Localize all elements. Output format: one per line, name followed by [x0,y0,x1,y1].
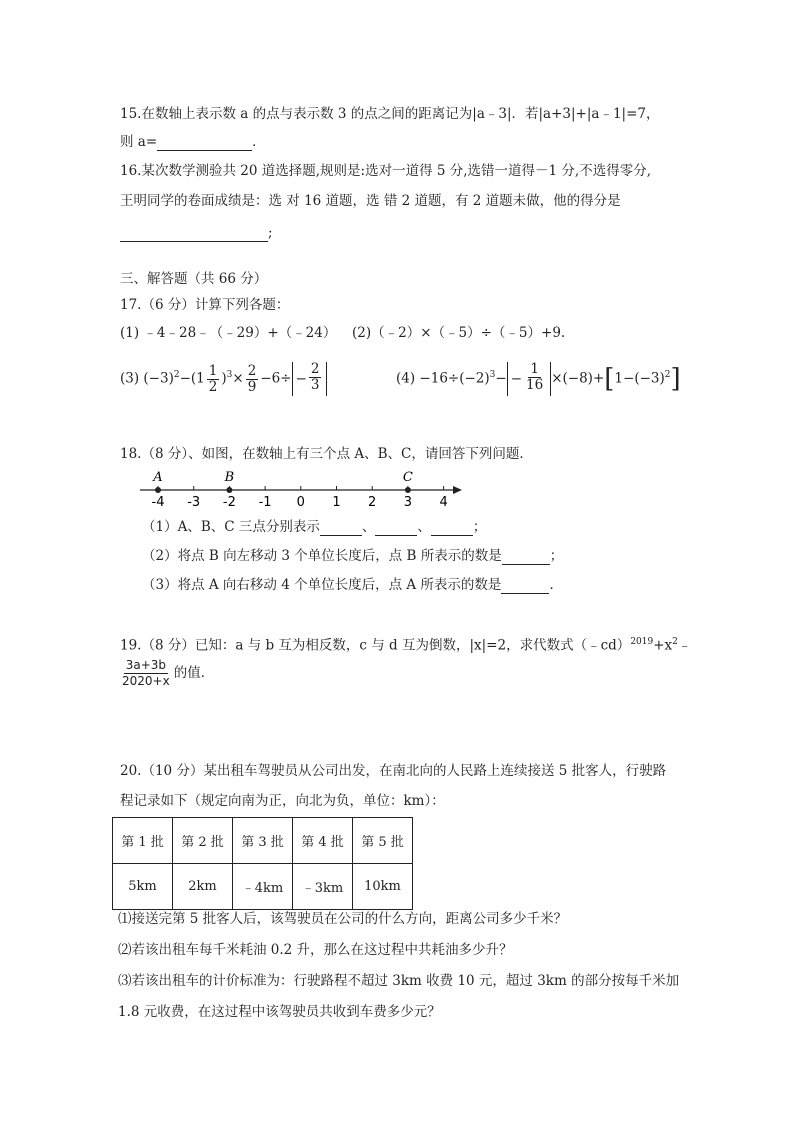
table-header-cell: 第 2 批 [173,818,233,864]
axis-tick-label: 0 [296,495,305,510]
table-header-cell: 第 1 批 [113,818,173,864]
q17-part4: $(4) -16\div(-2)^3-$ − $\frac{1}{16}$ $\times(-8)+[1-(-3)^2]$ [396,361,681,394]
q18-blank-c[interactable] [431,521,473,536]
axis-tick-label: -4 [151,495,165,510]
q15-suffix: ． [252,134,266,150]
axis-tick-label: 2 [368,495,377,510]
table-header-row [113,818,413,864]
q15-line2 [120,133,266,151]
axis-point-a [155,487,161,493]
table-cell: ﹣4km [233,864,293,910]
q20-sub1: ⑴接送完第 5 批客人后，该驾驶员在公司的什么方向，距离公司多少千米？ [118,911,568,927]
axis-tick-label: -1 [258,495,272,510]
q17-p3-prefix: (3) (−3) [120,370,174,387]
table-cell: 5km [113,864,173,910]
q17-part2: (2)（﹣2）×（﹣5）÷（﹣5）+9. [352,325,566,341]
q15-line1: 15.在数轴上表示数 a 的点与表示数 3 的点之间的距离记为|a﹣3|．若|a+3|+|a﹣1|=7， [120,106,660,122]
axis-tick-label: 3 [403,495,413,510]
q20-record-table [112,817,413,910]
q18-sub1: （1）A、B、C 三点分别表示 、 、 ； [142,519,487,535]
number-line [130,462,470,512]
q18-blank-3[interactable] [501,579,549,594]
q19-fraction: $\frac{3a+3b}{2020+x}$ [122,658,170,688]
q16-line3 [120,224,273,242]
q18-title: 18.（8 分）、如图，在数轴上有三个点 A、B、C，请回答下列问题． [120,446,533,462]
table-cell: 2km [173,864,233,910]
number-line-arrow [453,486,462,494]
q17-p3-abs: − $\frac{2}{3}$ [292,362,328,396]
section3-title: 三、解答题（共 66 分） [120,271,268,287]
q16-suffix: ; [268,225,273,241]
q17-part1: (1) ﹣4﹣28﹣（﹣29）+（﹣24） [120,325,337,341]
axis-tick-label: 1 [332,495,341,510]
axis-tick-label: -2 [222,495,236,510]
q20-sub3-line1: ⑶若该出租车的计价标准为：行驶路程不超过 3km 收费 10 元，超过 3km 的部分按每千米加 [118,973,680,989]
axis-point-label: B [224,470,235,485]
q17-part3: (3) $(-3)^2-(1$ $\frac{1}{2}$ )$^3$× $\frac{2}{9}$ −6÷ − $\frac{2}{3}$ [120,358,327,396]
q18-blank-b[interactable] [375,521,417,536]
q17-p3-frac1: $\frac{1}{2}$ [208,362,218,395]
axis-point-c [405,487,411,493]
q19-line2: $\frac{3a+3b}{2020+x}$ 的值． [122,658,215,688]
q20-sub2: ⑵若该出租车每千米耗油 0.2 升，那么在这过程中共耗油多少升？ [118,942,513,958]
q20-line1: 20.（10 分）某出租车驾驶员从公司出发，在南北向的人民路上连续接送 5 批客人，行驶路 [120,763,667,779]
table-header-cell: 第 5 批 [353,818,413,864]
table-cell: ﹣3km [293,864,353,910]
axis-point-label: A [153,470,163,485]
axis-tick-label: -3 [187,495,201,510]
q17-p4-abs: − $\frac{1}{16}$ [507,362,552,396]
q16-answer-blank[interactable] [120,227,268,242]
q16-line2: 王明同学的卷面成绩是：选 对 16 道题，选 错 2 道题，有 2 道题未做，他的得分是 [120,193,621,209]
q15-prefix: 则 a= [120,134,158,150]
q18-sub2: （2）将点 B 向左移动 3 个单位长度后，点 B 所表示的数是 ； [142,548,564,564]
axis-point-b [226,487,232,493]
table-row [113,864,413,910]
q18-sub3: （3）将点 A 向右移动 4 个单位长度后，点 A 所表示的数是 ． [142,577,563,593]
q20-sub3-line2: 1.8 元收费，在这过程中该驾驶员共收到车费多少元？ [118,1004,441,1020]
q18-blank-a[interactable] [320,521,362,536]
table-cell: 10km [353,864,413,910]
axis-tick-label: 4 [439,495,448,510]
q15-answer-blank[interactable] [157,136,252,151]
q20-line2: 程记录如下（规定向南为正，向北为负，单位：km）： [120,793,445,809]
q17-title: 17.（6 分）计算下列各题： [120,297,290,313]
table-header-cell: 第 4 批 [293,818,353,864]
q16-line1: 16.某次数学测验共 20 道选择题,规则是:选对一道得 5 分,选错一道得－1 分,不选得零分, [120,163,651,179]
axis-point-label: C [402,470,413,485]
q17-p3-frac2: $\frac{2}{9}$ [247,362,257,395]
q19-line1: 19.（8 分）已知：a 与 b 互为相反数，c 与 d 互为倒数，|x|=2，求代数式$(﹣cd)^{2019}+x^2﹣$ [120,637,692,654]
q17-p3-exp2: 2 [173,370,180,380]
q18-blank-2[interactable] [502,550,550,565]
q17-p3-mid: −(1 [179,370,205,387]
table-header-cell: 第 3 批 [233,818,293,864]
